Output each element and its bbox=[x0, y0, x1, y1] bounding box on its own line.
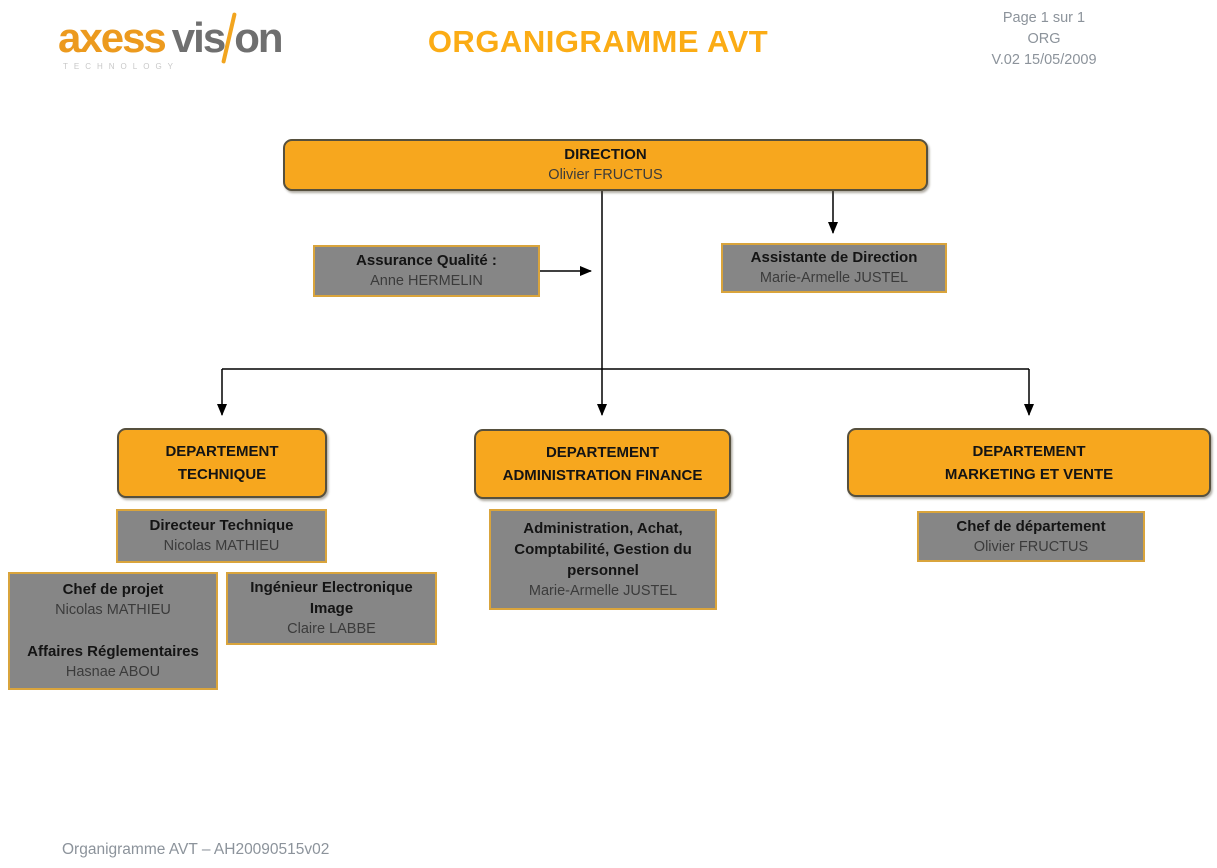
node-assurance-title: Assurance Qualité : bbox=[356, 252, 497, 269]
affaires-reglementaires-name: Hasnae ABOU bbox=[65, 664, 161, 680]
node-assistante-name: Marie-Armelle JUSTEL bbox=[759, 270, 909, 286]
ingenieur-title-line2: Image bbox=[309, 600, 354, 617]
node-chef-departement bbox=[917, 511, 1145, 562]
dept-technique-line2: TECHNIQUE bbox=[177, 466, 267, 483]
axessvision-logo bbox=[58, 12, 282, 71]
node-ingenieur-electronique bbox=[226, 572, 437, 645]
chef-departement-title: Chef de département bbox=[956, 517, 1106, 535]
node-assurance-name: Anne HERMELIN bbox=[370, 273, 483, 289]
logo-tagline: TECHNOLOGY bbox=[63, 62, 180, 71]
logo-text-vis: vis bbox=[171, 14, 225, 61]
dept-admin-line2: ADMINISTRATION FINANCE bbox=[502, 467, 703, 484]
directeur-technique-title: Directeur Technique bbox=[149, 517, 294, 534]
footer-document-reference: Organigramme AVT – AH20090515v02 bbox=[62, 841, 330, 858]
node-directeur-technique bbox=[116, 509, 327, 563]
logo-wordmark bbox=[58, 12, 282, 60]
node-dept-technique bbox=[117, 428, 327, 498]
node-dept-admin-finance bbox=[474, 429, 731, 499]
logo-text-axess: axess bbox=[58, 14, 165, 61]
node-direction-name: Olivier FRUCTUS bbox=[548, 167, 663, 183]
administration-title-line2: Comptabilité, Gestion du bbox=[514, 540, 692, 558]
administration-name: Marie-Armelle JUSTEL bbox=[528, 582, 678, 599]
page-number: Page 1 sur 1 bbox=[1002, 10, 1086, 26]
ingenieur-title-line1: Ingénieur Electronique bbox=[250, 579, 413, 596]
dept-marketing-line2: MARKETING ET VENTE bbox=[944, 465, 1114, 483]
node-direction-title: DIRECTION bbox=[564, 146, 647, 163]
dept-admin-line1: DEPARTEMENT bbox=[545, 444, 660, 461]
administration-title-line1: Administration, Achat, bbox=[523, 519, 683, 537]
administration-title-line3: personnel bbox=[567, 561, 639, 579]
chef-departement-name: Olivier FRUCTUS bbox=[973, 538, 1089, 555]
directeur-technique-name: Nicolas MATHIEU bbox=[163, 538, 280, 554]
spacer bbox=[10, 621, 216, 641]
page-info-block bbox=[929, 8, 1159, 71]
doc-version: V.02 15/05/2009 bbox=[991, 52, 1097, 68]
chef-projet-title: Chef de projet bbox=[62, 581, 164, 598]
doc-code: ORG bbox=[1027, 31, 1061, 47]
node-direction bbox=[283, 139, 928, 191]
node-chef-projet-affaires bbox=[8, 572, 218, 690]
logo-text-on: on bbox=[234, 14, 282, 61]
chef-projet-name: Nicolas MATHIEU bbox=[55, 602, 171, 618]
node-dept-marketing bbox=[847, 428, 1211, 497]
affaires-reglementaires-title: Affaires Réglementaires bbox=[27, 643, 199, 660]
page-title: ORGANIGRAMME AVT bbox=[427, 24, 769, 59]
node-assistante-direction bbox=[721, 243, 947, 293]
ingenieur-name: Claire LABBE bbox=[287, 621, 376, 637]
node-administration bbox=[489, 509, 717, 610]
node-assistante-title: Assistante de Direction bbox=[750, 249, 918, 266]
node-assurance-qualite bbox=[313, 245, 540, 297]
dept-marketing-line1: DEPARTEMENT bbox=[972, 442, 1086, 460]
dept-technique-line1: DEPARTEMENT bbox=[165, 443, 279, 460]
